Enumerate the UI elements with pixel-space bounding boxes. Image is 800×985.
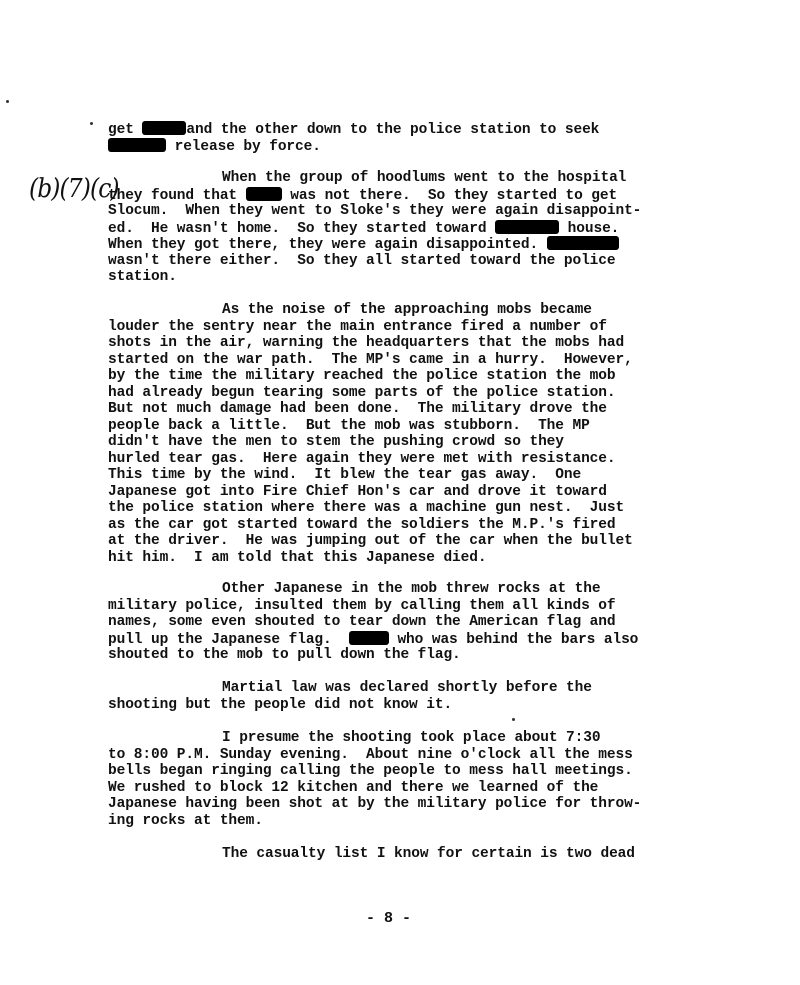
line-text: by the time the military reached the police station the mob <box>108 368 616 384</box>
text-line <box>108 253 615 269</box>
text-line <box>108 780 598 796</box>
redaction-block <box>142 121 186 135</box>
scan-speck <box>6 100 9 103</box>
margin-exemption-note: (b)(7)(c) <box>28 174 119 204</box>
line-text: Martial law was declared shortly before the <box>222 680 592 696</box>
line-text: ed. He wasn't home. So they started toward <box>108 220 496 237</box>
text-line <box>108 467 581 483</box>
scan-speck <box>512 718 515 721</box>
redaction-block <box>349 631 389 645</box>
line-text: get <box>108 122 143 138</box>
line-text: Slocum. When they went to Sloke's they were again disappoint- <box>108 203 642 219</box>
line-text: the police station where there was a machine gun nest. Just <box>108 500 625 516</box>
line-text: The casualty list I know for certain is two dead <box>222 846 635 862</box>
page-number: - 8 - <box>366 910 412 927</box>
text-line <box>108 533 633 549</box>
text-line <box>108 647 461 663</box>
text-line <box>108 335 624 351</box>
line-text: ing rocks at them. <box>108 812 263 829</box>
line-text: who was behind the bars also <box>388 631 639 648</box>
redaction-block <box>108 138 166 152</box>
line-text: louder the sentry near the main entrance fired a number of <box>108 318 607 335</box>
text-line <box>222 302 592 318</box>
redaction-block <box>547 236 619 250</box>
scan-speck <box>90 122 93 125</box>
text-line <box>108 763 633 779</box>
text-line <box>108 319 607 335</box>
line-text: pull up the Japanese flag. <box>108 631 349 648</box>
line-text: bells began ringing calling the people to mess hall meetings. <box>108 763 633 779</box>
line-text: as the car got started toward the soldiers the M.P.'s fired <box>108 516 616 533</box>
text-line <box>222 730 600 746</box>
text-line <box>108 747 633 763</box>
line-text: shooting but the people did not know it. <box>108 696 453 713</box>
text-line <box>108 517 615 533</box>
line-text: started on the war path. The MP's came in a hurry. However, <box>108 351 633 368</box>
text-line <box>108 385 615 401</box>
line-text: release by force. <box>166 138 321 155</box>
line-text: wasn't there either. So they all started toward the police <box>108 252 616 269</box>
text-line <box>222 581 600 597</box>
line-text: hurled tear gas. Here again they were met with resistance. <box>108 450 616 467</box>
text-line <box>108 796 641 812</box>
text-line <box>108 236 619 253</box>
text-line <box>108 203 641 219</box>
text-line <box>108 550 486 566</box>
line-text: We rushed to block 12 kitchen and there we learned of the <box>108 779 599 796</box>
line-text: I presume the shooting took place about 7:30 <box>222 730 601 746</box>
text-line <box>108 220 619 237</box>
line-text: As the noise of the approaching mobs became <box>222 302 592 318</box>
line-text: names, some even shouted to tear down the American flag and <box>108 614 616 630</box>
line-text: at the driver. He was jumping out of the car when the bullet <box>108 533 633 549</box>
redaction-block <box>246 187 282 201</box>
text-line <box>222 170 626 186</box>
line-text: was not there. So they started to get <box>281 187 618 204</box>
line-text: they found that <box>108 187 246 204</box>
line-text: But not much damage had been done. The military drove the <box>108 401 607 417</box>
text-line <box>108 614 615 630</box>
text-line <box>108 269 177 285</box>
text-line <box>108 368 615 384</box>
line-text: When the group of hoodlums went to the hospital <box>222 170 627 186</box>
text-line <box>108 121 599 138</box>
text-line <box>108 631 638 648</box>
line-text: shouted to the mob to pull down the flag. <box>108 647 461 663</box>
line-text: Other Japanese in the mob threw rocks at the <box>222 581 601 597</box>
text-line <box>108 401 607 417</box>
text-line <box>108 697 452 713</box>
line-text: station. <box>108 269 177 285</box>
redaction-block <box>495 220 559 234</box>
text-line <box>108 813 263 829</box>
line-text: to 8:00 P.M. Sunday evening. About nine o'clock all the mess <box>108 746 633 763</box>
line-text: When they got there, they were again disappointed. <box>108 237 547 253</box>
text-line <box>108 598 615 614</box>
text-line <box>108 418 590 434</box>
text-line <box>108 484 607 500</box>
text-line <box>108 451 615 467</box>
text-line <box>222 680 592 696</box>
text-line <box>108 187 617 204</box>
line-text: military police, insulted them by calling them all kinds of <box>108 597 616 614</box>
line-text: house. <box>559 220 620 237</box>
line-text: Japanese having been shot at by the military police for throw- <box>108 796 642 812</box>
line-text: had already begun tearing some parts of the police station. <box>108 384 616 401</box>
line-text: This time by the wind. It blew the tear gas away. One <box>108 467 582 483</box>
line-text: hit him. I am told that this Japanese died. <box>108 549 487 566</box>
line-text: Japanese got into Fire Chief Hon's car and drove it toward <box>108 483 607 500</box>
line-text: didn't have the men to stem the pushing crowd so they <box>108 434 564 450</box>
line-text: shots in the air, warning the headquarters that the mobs had <box>108 335 625 351</box>
line-text: and the other down to the police station to seek <box>186 122 600 138</box>
text-line <box>108 500 624 516</box>
text-line <box>108 138 321 155</box>
text-line <box>222 846 635 862</box>
line-text: people back a little. But the mob was stubborn. The MP <box>108 417 590 434</box>
text-line <box>108 352 633 368</box>
text-line <box>108 434 564 450</box>
